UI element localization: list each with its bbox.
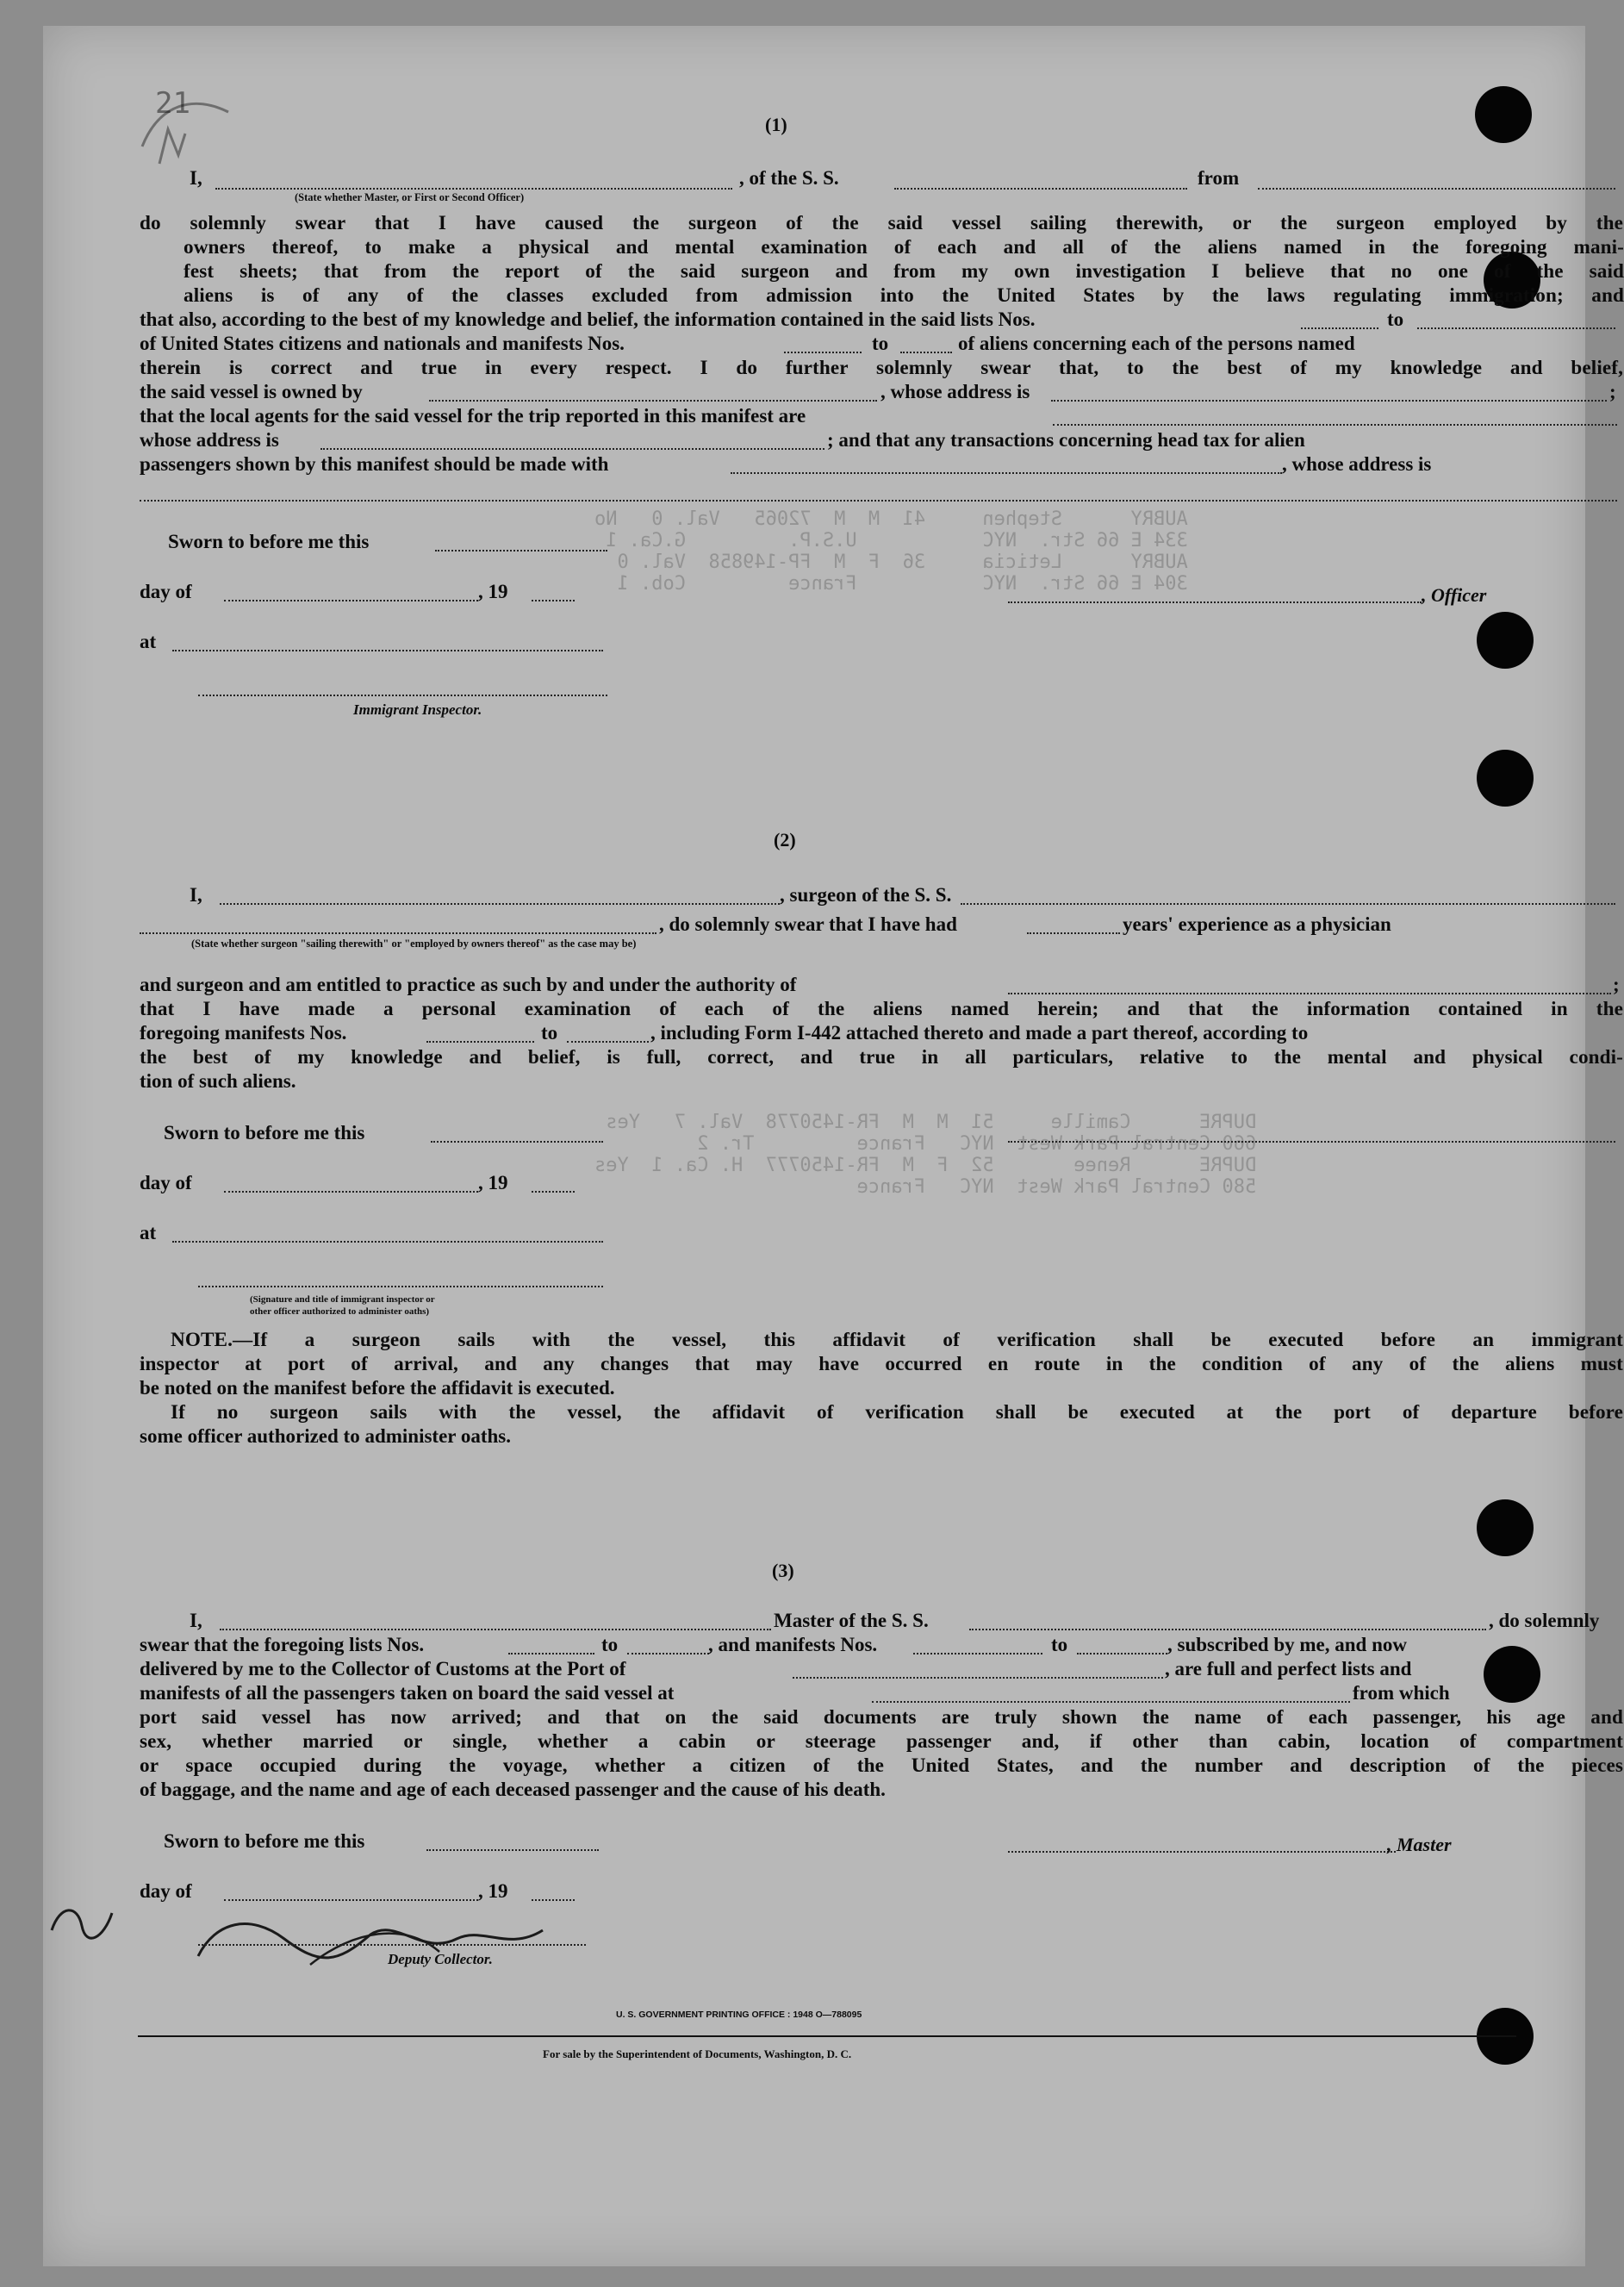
corner-stamp: 21 [155, 86, 190, 121]
s2-day-of-label: day of [140, 1172, 192, 1193]
s2-surgeon-name-line [220, 903, 780, 905]
s3-swear-rest: , subscribed by me, and now [1167, 1634, 1407, 1655]
s3-line-delivered: delivered by me to the Collector of Customs at the Port of [140, 1658, 626, 1679]
bleed-through-text: DUPRE Camille 51 M M FR-1450778 Val. 7 Yes 660 Central Park West NYC France Tr. 2 DUPRE Renee 52 F M FR-1450777 H. Ca. 1 Yes 580 Central Park West NYC France [594, 1112, 1257, 1198]
s2-sworn-label: Sworn to before me this [164, 1122, 365, 1144]
s3-line-sex: sex, whether married or single, whether a cabin or steerage passenger and, if other than cabin, location of compartment [140, 1730, 1623, 1753]
s2-i-label: I, [190, 884, 202, 906]
s3-master-name-line [220, 1629, 771, 1630]
stamp-scribble [125, 69, 263, 181]
s3-lists-from-line [508, 1653, 594, 1654]
s3-manifests-to-line [1077, 1653, 1167, 1654]
s2-foregoing-rest: , including Form I-442 attached thereto and made a part thereof, according to [650, 1022, 1309, 1044]
s1-line-8: the said vessel is owned by [140, 381, 363, 402]
s3-boarded-at-line [872, 1701, 1350, 1703]
s1-line-7: therein is correct and true in every respect. I do further solemnly swear that, to the best of my knowledge and belief, [140, 357, 1623, 379]
s1-sworn-label: Sworn to before me this [168, 531, 370, 552]
s1-whose-address: , whose address is [880, 381, 1030, 402]
s3-master-sig-line [1008, 1851, 1396, 1853]
s1-officer-caption: (State whether Master, or First or Second Officer) [295, 191, 525, 203]
s3-line-port: port said vessel has now arrived; and that on the said documents are truly shown the name of each passenger, his age and [140, 1706, 1623, 1729]
s3-year-line [532, 1899, 575, 1901]
s1-line-5: that also, according to the best of my knowledge and belief, the information contained in the said lists Nos. [140, 308, 1036, 330]
s1-i-label: I, [190, 167, 202, 189]
gpo-imprint: U. S. GOVERNMENT PRINTING OFFICE : 1948 O—788095 [616, 2010, 862, 2020]
s1-at-label: at [140, 631, 157, 652]
s2-note-3: be noted on the manifest before the affidavit is executed. [140, 1377, 615, 1399]
s2-line-tion: tion of such aliens. [140, 1070, 296, 1092]
s1-head-tax: ; and that any transactions concerning head tax for alien [827, 429, 1305, 451]
s1-line-10: whose address is [140, 429, 279, 451]
s1-of-ss-label: , of the S. S. [739, 167, 839, 189]
s3-line-manifests: manifests of all the passengers taken on board the said vessel at [140, 1682, 675, 1704]
s2-vessel-line [961, 903, 1615, 905]
s2-surgeon-of: , surgeon of the S. S. [780, 884, 952, 906]
s1-whose-address-2: , whose address is [1282, 453, 1432, 475]
s3-port-line [793, 1677, 1163, 1679]
s2-manifest-to-line [567, 1041, 649, 1043]
punch-hole [1475, 86, 1532, 143]
s1-to-label-2: to [872, 333, 889, 354]
s1-officer-label: , Officer [1422, 584, 1487, 606]
s1-head-tax-address-line [140, 500, 1617, 502]
s1-day-line [224, 600, 478, 601]
s3-line-space: or space occupied during the voyage, whether a citizen of the United States, and the number and description of the pieces [140, 1754, 1623, 1777]
s2-day-line [224, 1191, 478, 1193]
section-2-number: (2) [774, 829, 796, 851]
s3-to-label: to [601, 1634, 619, 1655]
section-1-number: (1) [765, 114, 787, 135]
section-3-number: (3) [772, 1560, 794, 1581]
s2-line-foregoing: foregoing manifests Nos. [140, 1022, 347, 1044]
s2-years: years' experience as a physician [1123, 913, 1391, 935]
s2-sig-caption-2: other officer authorized to administer oaths) [250, 1306, 430, 1317]
s2-semicolon: ; [1613, 974, 1620, 995]
s3-deputy-line [198, 1944, 586, 1946]
s1-of-aliens: of aliens concerning each of the persons named [958, 333, 1355, 354]
s1-head-tax-line [731, 472, 1282, 474]
s1-line-11: passengers shown by this manifest should be made with [140, 453, 609, 475]
s3-day-of-label: day of [140, 1880, 192, 1902]
s3-master-label: , Master [1387, 1834, 1452, 1855]
s2-year-line [532, 1191, 575, 1193]
s1-line-2: owners thereof, to make a physical and mental examination of each and all of the aliens named in the foregoing mani- [184, 236, 1624, 259]
s2-note-2: inspector at port of arrival, and any changes that may have occurred en route in the condition of any of the aliens must [140, 1353, 1623, 1375]
s2-at-label: at [140, 1222, 157, 1243]
s1-sworn-line [435, 550, 607, 551]
s1-vessel-line [894, 188, 1187, 190]
punch-hole [1484, 1646, 1540, 1703]
s1-manifest-from-line [784, 352, 862, 353]
bleed-through-text: AUBRY Stephen 41 M M 72065 Val. 0 No 334 E 66 Str. NYC U.S.P. G.Ca. 1 AUBRY Leticia 36 F M FP-149858 Val. 0 304 E 66 Str. NYC France Cob. 1 [594, 508, 1188, 595]
s1-line-1: do solemnly swear that I have caused the surgeon of the said vessel sailing therewith, or the surgeon employed by the [140, 212, 1623, 234]
s2-inspector-sig-line [198, 1286, 603, 1287]
s1-from-label: from [1198, 167, 1240, 189]
s2-do-solemnly: , do solemnly swear that I have had [659, 913, 957, 935]
s3-vessel-line [969, 1629, 1486, 1630]
s2-years-line [1027, 932, 1120, 934]
s1-line-9: that the local agents for the said vessel for the trip reported in this manifest are [140, 405, 806, 427]
deputy-collector-signature [181, 1904, 629, 1982]
punch-hole [1477, 612, 1534, 669]
s2-note-4: If no surgeon sails with the vessel, the affidavit of verification shall be executed at the port of departure before [171, 1401, 1623, 1424]
punch-hole [1477, 1499, 1534, 1556]
s3-do-solemnly: , do solemnly [1489, 1610, 1600, 1631]
s3-line-baggage: of baggage, and the name and age of each deceased passenger and the cause of his death. [140, 1779, 886, 1800]
s3-lists-to-line [627, 1653, 709, 1654]
s2-manifest-from-line [426, 1041, 534, 1043]
s1-year-label: , 19 [478, 581, 508, 602]
s1-line-6: of United States citizens and nationals and manifests Nos. [140, 333, 625, 354]
s2-authority-line [1008, 993, 1611, 994]
sale-notice: For sale by the Superintendent of Documents, Washington, D. C. [543, 2047, 852, 2060]
s1-agents-address-line [320, 448, 824, 450]
form-page [43, 26, 1624, 2266]
s2-note-1: NOTE.—If a surgeon sails with the vessel, this affidavit of verification shall be executed before an immigrant [171, 1329, 1623, 1351]
s3-i-label: I, [190, 1610, 202, 1631]
s3-sworn-label: Sworn to before me this [164, 1830, 365, 1852]
s2-capacity-line [140, 932, 656, 934]
s1-officer-name-line [215, 188, 732, 190]
s1-day-of-label: day of [140, 581, 192, 602]
s2-line-that: that I have made a personal examination of each of the aliens named herein; and that the information contained in the [140, 998, 1623, 1020]
footer-rule [138, 2035, 1516, 2037]
s3-day-line [224, 1899, 478, 1901]
s2-line-authority: and surgeon and am entitled to practice as such by and under the authority of [140, 974, 797, 995]
punch-hole [1477, 750, 1534, 807]
s3-delivered-rest: , are full and perfect lists and [1165, 1658, 1412, 1679]
s1-line-3: fest sheets; that from the report of the said surgeon and from my own investigation I believe that no one of the said [184, 260, 1624, 283]
s1-semicolon: ; [1609, 381, 1616, 402]
s1-lists-to-line [1417, 327, 1615, 329]
s1-owner-address-line [1051, 400, 1607, 402]
s1-at-line [172, 650, 603, 651]
s2-sig-caption-1: (Signature and title of immigrant inspector or [250, 1294, 435, 1305]
s3-line-swear: swear that the foregoing lists Nos. [140, 1634, 425, 1655]
s1-year-line [532, 600, 575, 601]
s2-sworn-line [431, 1141, 603, 1143]
s2-to-label: to [541, 1022, 558, 1044]
s3-and-manifests: , and manifests Nos. [708, 1634, 878, 1655]
s1-from-line [1258, 188, 1615, 190]
s1-to-label: to [1387, 308, 1404, 330]
s1-inspector-caption: Immigrant Inspector. [353, 701, 482, 718]
margin-initials [43, 1887, 121, 1956]
s3-manifests-from-line [913, 1653, 1042, 1654]
s2-year-label: , 19 [478, 1172, 508, 1193]
s2-line-best: the best of my knowledge and belief, is full, correct, and true in all particulars, relative to the mental and physical condi- [140, 1046, 1623, 1069]
s1-lists-from-line [1301, 327, 1378, 329]
s1-line-4: aliens is of any of the classes excluded from admission into the United States by the laws regulating immigration; and [184, 284, 1624, 307]
s1-inspector-line [198, 695, 607, 696]
s2-surgeon-sig-line [1008, 1141, 1615, 1143]
s1-manifest-to-line [900, 352, 952, 353]
s1-agents-line [1053, 424, 1617, 426]
s3-sworn-line [426, 1849, 599, 1851]
s2-caption: (State whether surgeon "sailing therewith" or "employed by owners thereof" as the case may be) [191, 938, 637, 950]
s3-manifests-rest: from which [1353, 1682, 1450, 1704]
s1-owner-line [429, 400, 877, 402]
s3-year-label: , 19 [478, 1880, 508, 1902]
s2-note-5: some officer authorized to administer oaths. [140, 1425, 511, 1447]
s2-at-line [172, 1241, 603, 1243]
s1-officer-sig-line [1008, 601, 1422, 603]
s3-master-of: Master of the S. S. [774, 1610, 929, 1631]
s3-to-label-2: to [1051, 1634, 1068, 1655]
s3-deputy-caption: Deputy Collector. [388, 1951, 493, 1967]
